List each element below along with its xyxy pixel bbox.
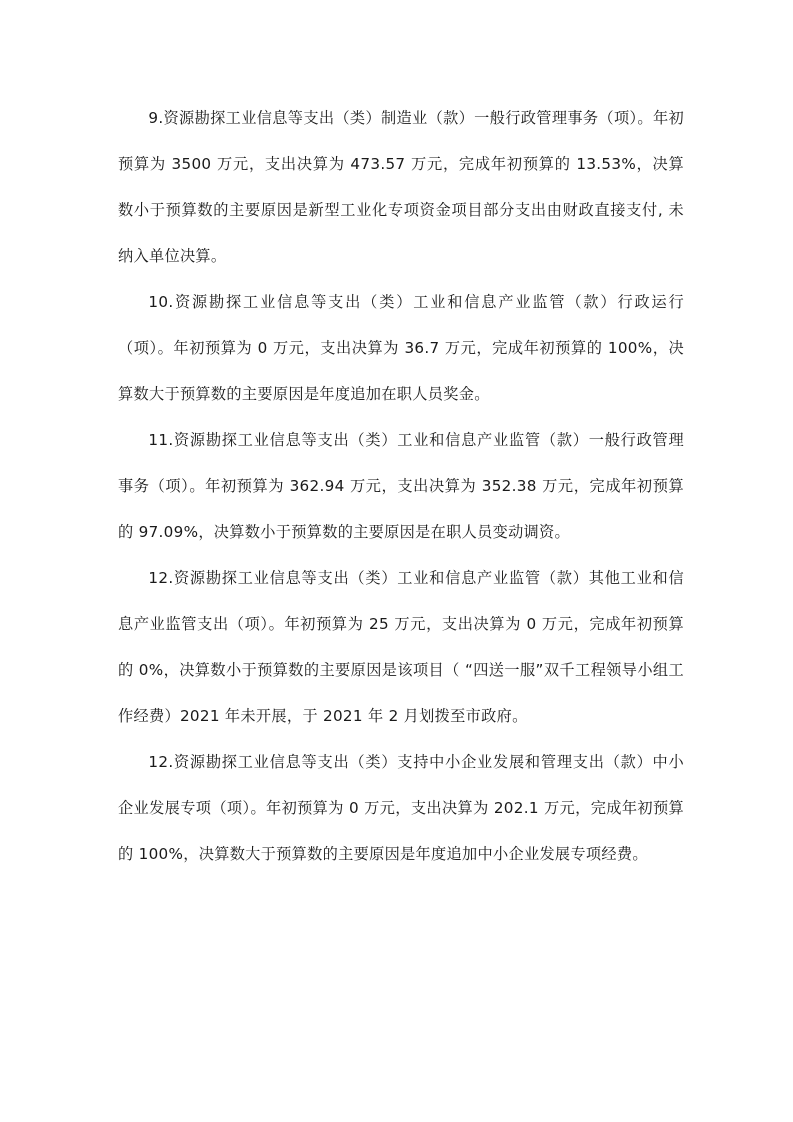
paragraph-12a: 12.资源勘探工业信息等支出（类）工业和信息产业监管（款）其他工业和信息产业监管支出（项）。年初预算为 25 万元，支出决算为 0 万元，完成年初预算的 0%，决算数小于预算数的主要原因是该项目（ “四送一服”双千工程领导小组工作经费）2021 年未开展，于 2021 年 2 月划拨至市政府。 (118, 569, 684, 725)
paragraph-12b: 12.资源勘探工业信息等支出（类）支持中小企业发展和管理支出（款）中小企业发展专项（项）。年初预算为 0 万元，支出决算为 202.1 万元，完成年初预算的 100%，决算数大于预算数的主要原因是年度追加中小企业发展专项经费。 (118, 753, 684, 863)
paragraph-11: 11.资源勘探工业信息等支出（类）工业和信息产业监管（款）一般行政管理事务（项）。年初预算为 362.94 万元，支出决算为 352.38 万元，完成年初预算的 97.09%，决算数小于预算数的主要原因是在职人员变动调资。 (118, 431, 684, 541)
paragraph-10: 10.资源勘探工业信息等支出（类）工业和信息产业监管（款）行政运行（项）。年初预算为 0 万元，支出决算为 36.7 万元，完成年初预算的 100%，决算数大于预算数的主要原因是年度追加在职人员奖金。 (118, 293, 684, 403)
document-body (118, 95, 684, 877)
paragraph-9: 9.资源勘探工业信息等支出（类）制造业（款）一般行政管理事务（项）。年初预算为 3500 万元，支出决算为 473.57 万元，完成年初预算的 13.53%，决算数小于预算数的主要原因是新型工业化专项资金项目部分支出由财政直接支付, 未纳入单位决算。 (118, 109, 684, 265)
